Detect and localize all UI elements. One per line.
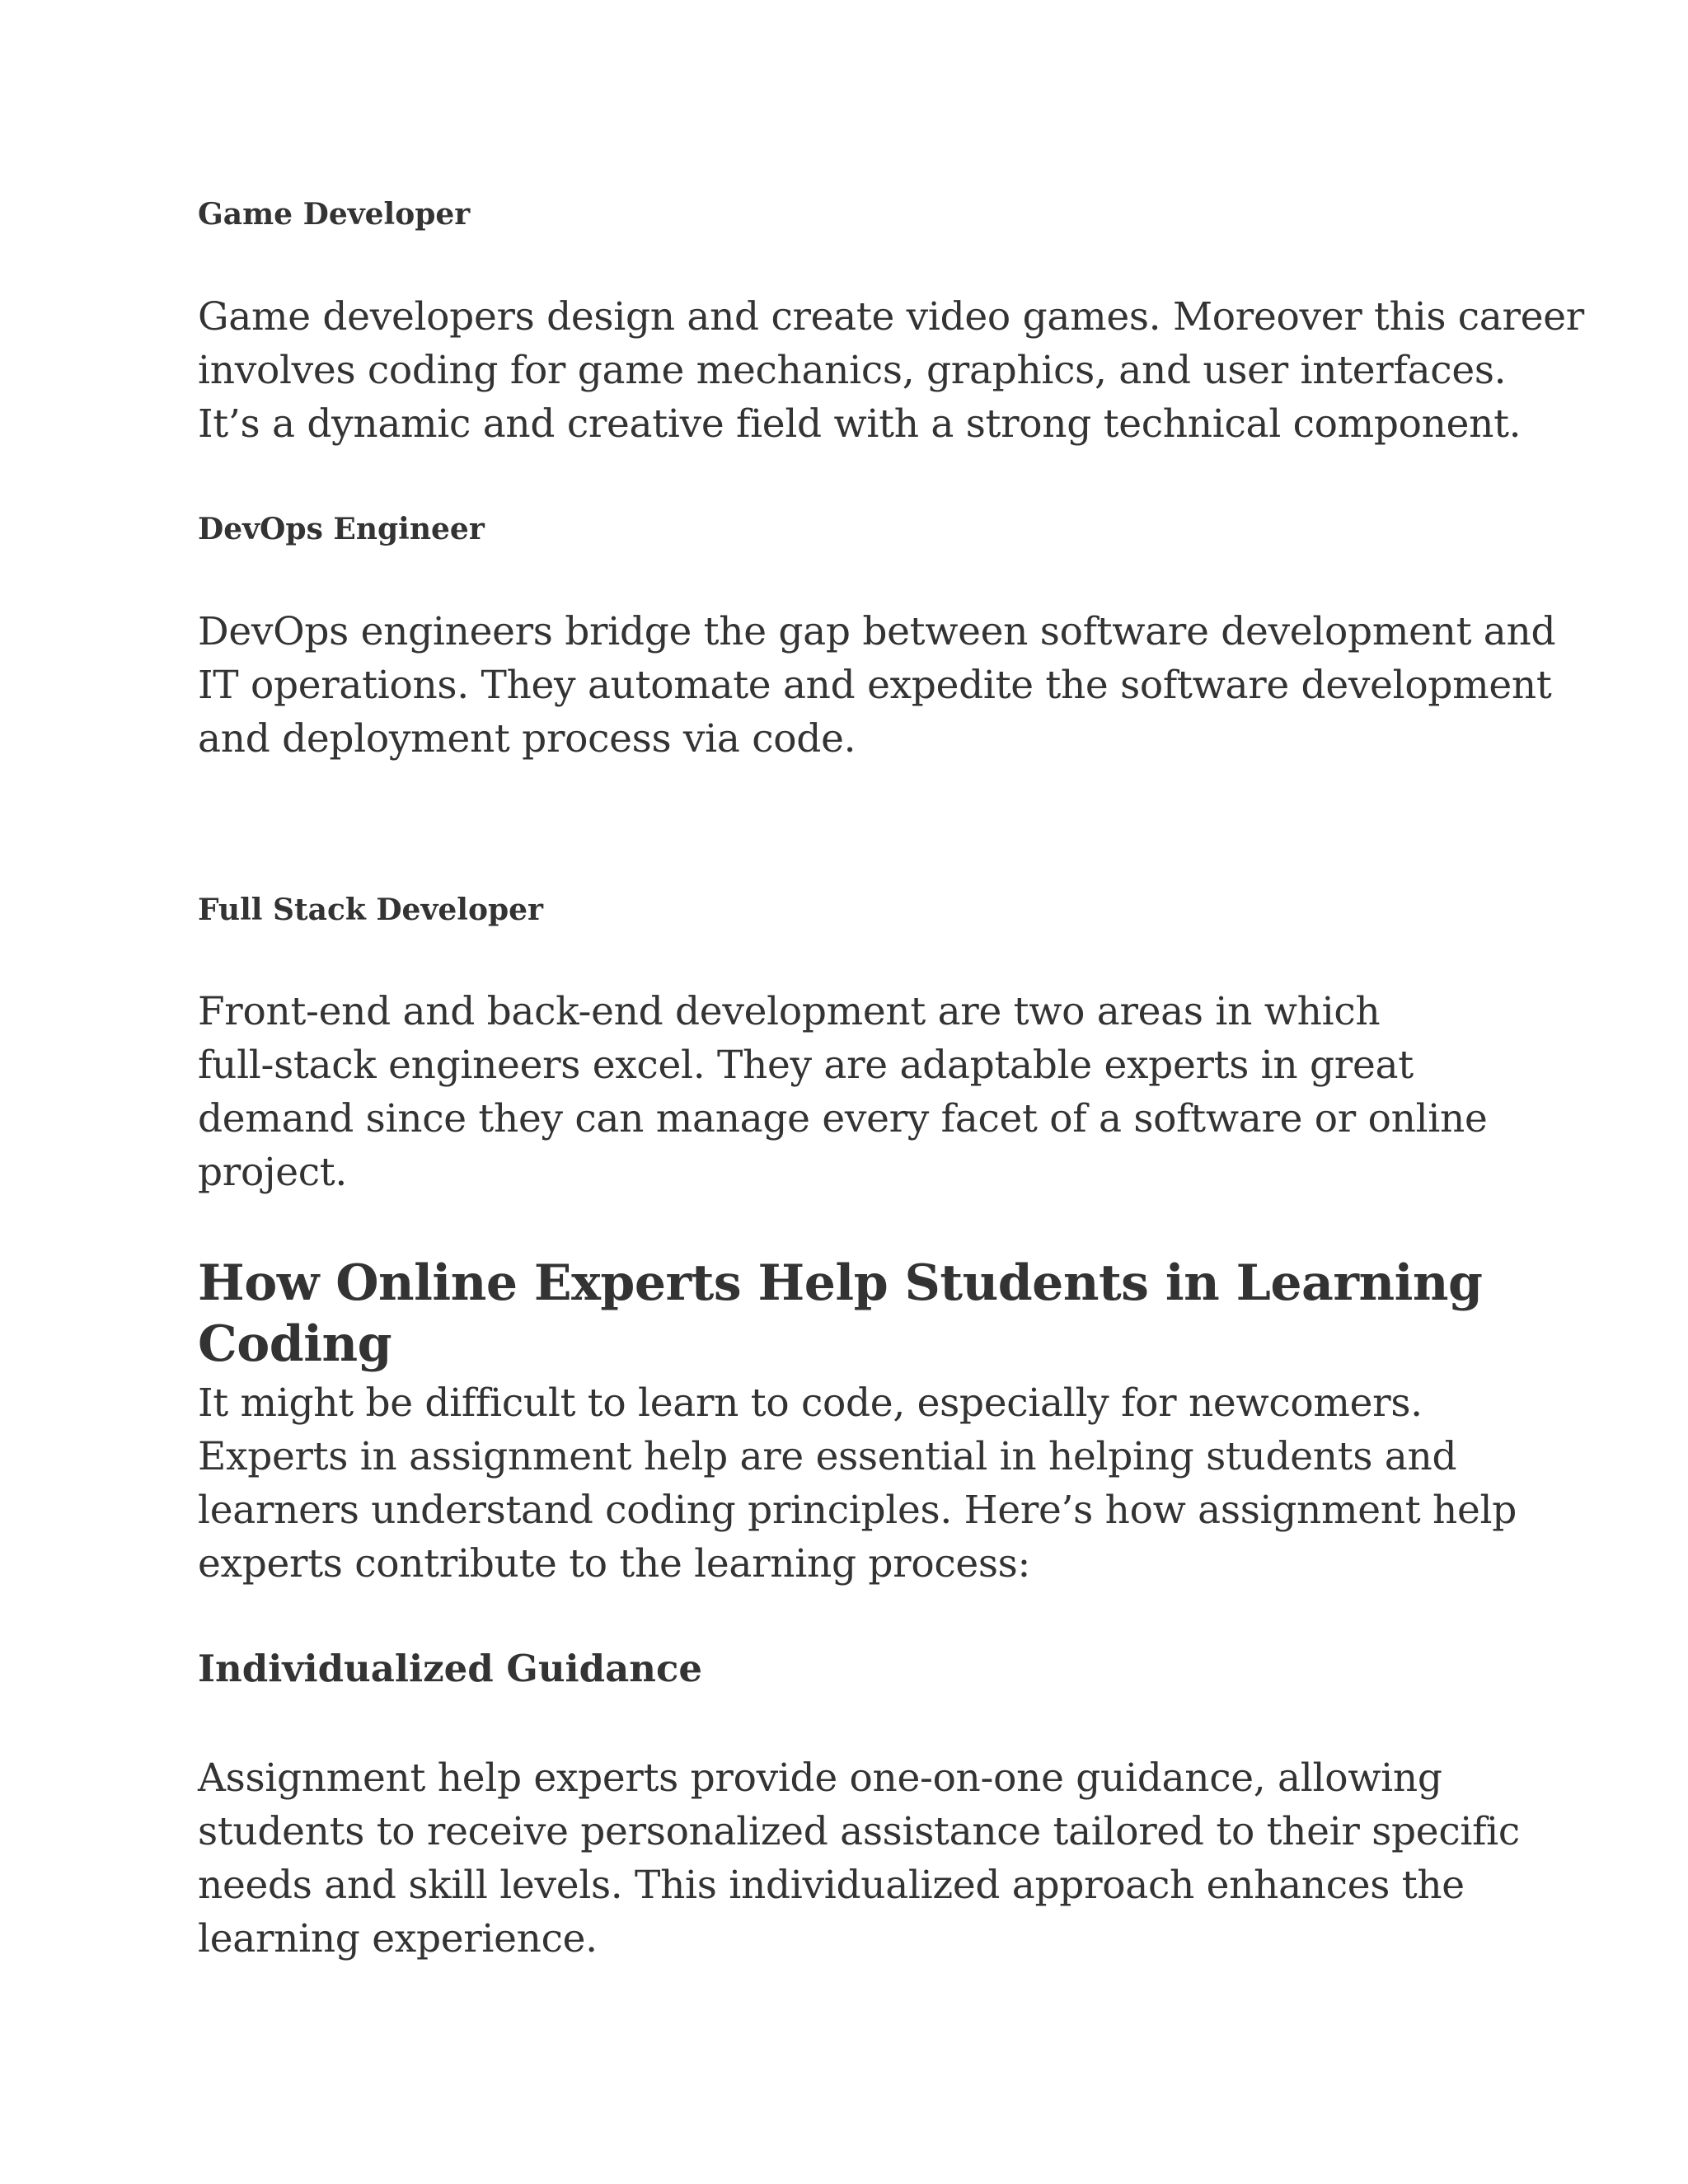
text-line: Experts in assignment help are essential in helping students and xyxy=(198,1434,1457,1479)
text-line: learners understand coding principles. Here’s how assignment help xyxy=(198,1488,1517,1533)
paragraph-game-developer xyxy=(198,290,1584,451)
text-line: IT operations. They automate and expedite the software development xyxy=(198,663,1552,708)
text-line: Front-end and back-end development are two areas in which xyxy=(198,989,1381,1034)
text-line: experts contribute to the learning process: xyxy=(198,1541,1031,1586)
text-line: students to receive personalized assistance tailored to their specific xyxy=(198,1809,1520,1854)
heading-full-stack-developer: Full Stack Developer xyxy=(198,893,544,927)
heading-individualized-guidance: Individualized Guidance xyxy=(198,1647,703,1690)
heading-devops-engineer: DevOps Engineer xyxy=(198,512,485,546)
text-line: learning experience. xyxy=(198,1916,598,1961)
text-line: full-stack engineers excel. They are adaptable experts in great xyxy=(198,1043,1414,1088)
paragraph-how-online-experts xyxy=(198,1376,1517,1591)
text-line: and deployment process via code. xyxy=(198,716,856,762)
heading-how-online-experts: How Online Experts Help Students in Learning Coding xyxy=(198,1254,1483,1373)
text-line: involves coding for game mechanics, graphics, and user interfaces. xyxy=(198,348,1507,393)
text-line: needs and skill levels. This individualized approach enhances the xyxy=(198,1863,1465,1908)
heading-game-developer: Game Developer xyxy=(198,197,471,232)
text-line: It’s a dynamic and creative field with a strong technical component. xyxy=(198,401,1522,447)
paragraph-devops-engineer xyxy=(198,605,1556,766)
text-line: demand since they can manage every facet of a software or online xyxy=(198,1096,1488,1141)
text-line: It might be difficult to learn to code, especially for newcomers. xyxy=(198,1380,1423,1426)
text-line: DevOps engineers bridge the gap between software development and xyxy=(198,609,1556,654)
paragraph-full-stack-developer xyxy=(198,985,1500,1199)
text-line: Assignment help experts provide one-on-one guidance, allowing xyxy=(198,1755,1442,1801)
text-line: project. xyxy=(198,1150,347,1195)
paragraph-individualized-guidance xyxy=(198,1751,1520,1966)
text-line: Game developers design and create video games. Moreover this career xyxy=(198,294,1584,340)
